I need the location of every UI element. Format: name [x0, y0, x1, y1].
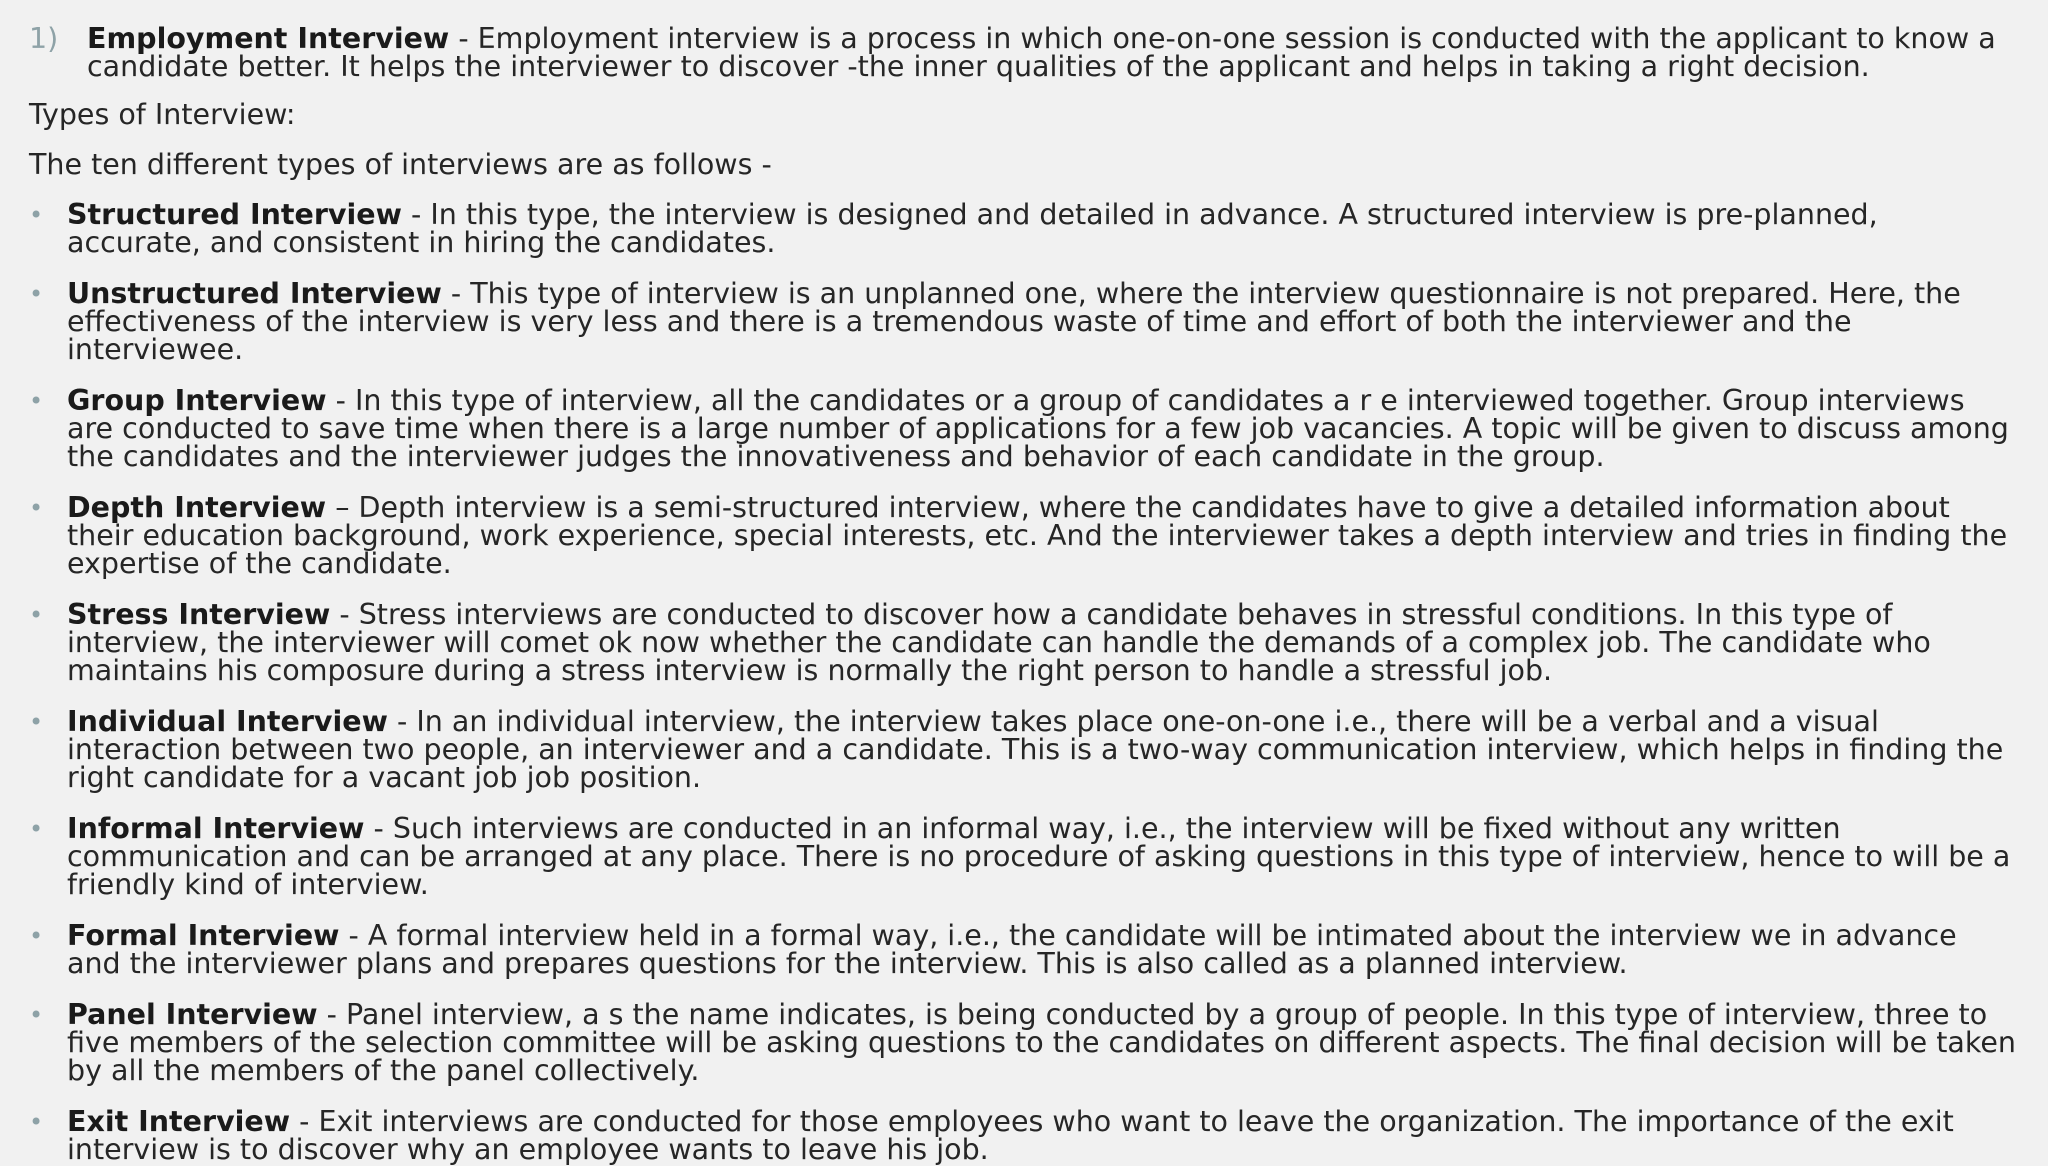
item-text: - This type of interview is an unplanned one, where the interview questionnaire is not prepared. Here, the effectiveness of the interview is very less and there is a tremendous waste of time and effort of both the interviewer and the interviewee. [67, 277, 1961, 366]
item-term: Exit Interview [67, 1105, 291, 1138]
item-text: - Such interviews are conducted in an informal way, i.e., the interview will be fixed without any written communication and can be arranged at any place. There is no procedure of asking questions in this type of interview, hence to will be a friendly kind of interview. [67, 812, 2011, 901]
item-text: - Panel interview, a s the name indicates, is being conducted by a group of people. In this type of interview, three to five members of the selection committee will be asking questions to the candidates on different aspects. The final decision will be taken by all the members of the panel collectively. [67, 998, 2016, 1087]
item-text: - In this type, the interview is designed and detailed in advance. A structured interview is pre-planned, accurate, and consistent in hiring the candidates. [67, 198, 1878, 259]
employment-interview-text: - Employment interview is a process in which one-on-one session is conducted with the applicant to know a candidate better. It helps the interviewer to discover -the inner qualities of the applicant and helps in taking a right decision. [87, 22, 1996, 83]
types-intro: The ten different types of interviews are as follows - [29, 148, 772, 181]
list-item [29, 198, 2018, 259]
item-term: Unstructured Interview [67, 277, 442, 310]
list-item [29, 384, 2018, 473]
bullet-icon: • [29, 1108, 44, 1136]
bullet-icon: • [29, 708, 44, 736]
employment-interview-term: Employment Interview [87, 22, 450, 55]
item-term: Group Interview [67, 384, 327, 417]
list-item [29, 812, 2018, 901]
bullet-icon: • [29, 922, 44, 950]
employment-interview-paragraph [29, 22, 2018, 83]
interview-types-list [29, 198, 2018, 1166]
item-term: Individual Interview [67, 705, 388, 738]
types-heading: Types of Interview: [29, 98, 296, 131]
item-term: Structured Interview [67, 198, 402, 231]
bullet-icon: • [29, 387, 44, 415]
item-term: Formal Interview [67, 919, 340, 952]
item-text: – Depth interview is a semi-structured interview, where the candidates have to give a detailed information about their education background, work experience, special interests, etc. And the interviewer takes a depth interview and tries in finding the expertise of the candidate. [67, 491, 2008, 580]
bullet-icon: • [29, 201, 44, 229]
list-item [29, 998, 2018, 1087]
item-term: Depth Interview [67, 491, 327, 524]
list-item [29, 919, 2018, 980]
item-text: - In an individual interview, the interview takes place one-on-one i.e., there will be a verbal and a visual interaction between two people, an interviewer and a candidate. This is a two-way communication interview, which helps in finding the right candidate for a vacant job job position. [67, 705, 2004, 794]
item-text: - Stress interviews are conducted to discover how a candidate behaves in stressful conditions. In this type of interview, the interviewer will comet ok now whether the candidate can handle the demands of a complex job. The candidate who maintains his composure during a stress interview is normally the right person to handle a stressful job. [67, 598, 1931, 687]
bullet-icon: • [29, 280, 44, 308]
item-text: - A formal interview held in a formal way, i.e., the candidate will be intimated about the interview we in advance and the interviewer plans and prepares questions for the interview. This is also called as a planned interview. [67, 919, 1957, 980]
bullet-icon: • [29, 1001, 44, 1029]
item-term: Informal Interview [67, 812, 365, 845]
item-text: - Exit interviews are conducted for those employees who want to leave the organization. The importance of the exit interview is to discover why an employee wants to leave his job. [67, 1105, 1954, 1166]
list-item [29, 491, 2018, 580]
bullet-icon: • [29, 815, 44, 843]
item-term: Panel Interview [67, 998, 318, 1031]
list-number: 1) [29, 22, 59, 55]
bullet-icon: • [29, 494, 44, 522]
bullet-icon: • [29, 601, 44, 629]
item-text: - In this type of interview, all the candidates or a group of candidates a r e interviewed together. Group interviews are conducted to save time when there is a large number of applications for a few job vacancies. A topic will be given to discuss among the candidates and the interviewer judges the innovativeness and behavior of each candidate in the group. [67, 384, 2009, 473]
list-item [29, 277, 2018, 366]
list-item [29, 1105, 2018, 1166]
item-term: Stress Interview [67, 598, 331, 631]
list-item [29, 705, 2018, 794]
list-item [29, 598, 2018, 687]
